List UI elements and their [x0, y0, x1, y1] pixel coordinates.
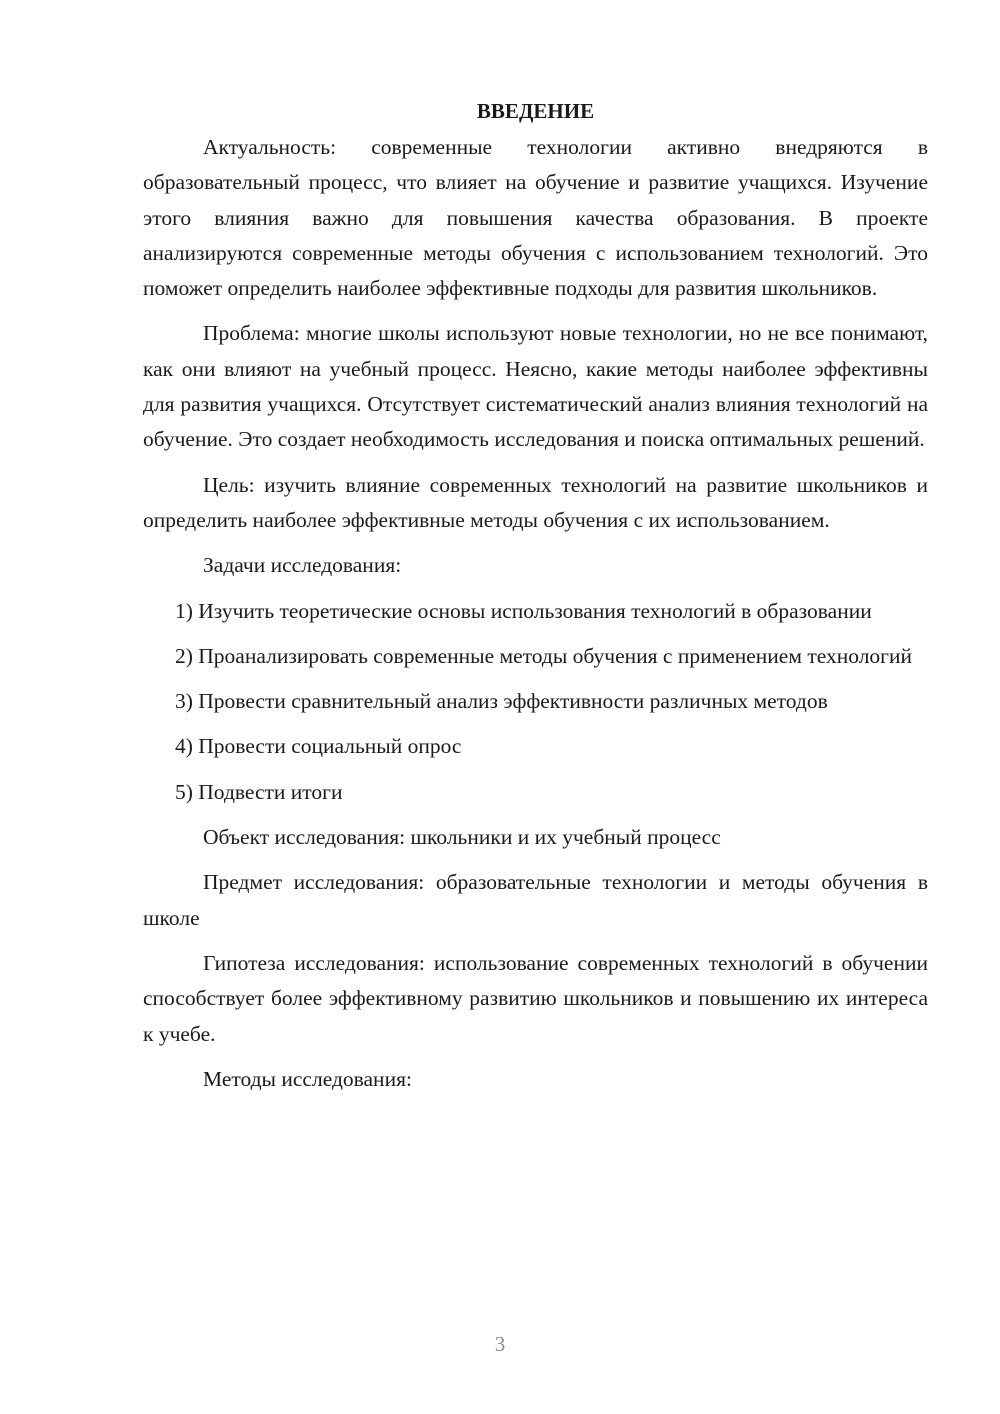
task-item-3: 3) Провести сравнительный анализ эффективности различных методов	[175, 689, 828, 714]
task-item-5: 5) Подвести итоги	[175, 779, 343, 804]
relevance-paragraph: Актуальность: современные технологии активно внедряются в образовательный процесс, что влияет на обучение и развитие учащихся. Изучение этого влияния важно для повышения качества образования. В проекте анализируются современные методы обучения с использованием технологий. Это поможет определить наиболее эффективные подходы для развития школьников.	[143, 135, 928, 301]
methods-heading: Методы исследования:	[203, 1066, 412, 1091]
tasks-heading: Задачи исследования:	[203, 553, 402, 578]
problem-paragraph: Проблема: многие школы используют новые технологии, но не все понимают, как они влияют на учебный процесс. Неясно, какие методы наиболее эффективны для развития учащихся. Отсутствует систематический анализ влияния технологий на обучение. Это создает необходимость исследования и поиска оптимальных решений.	[143, 321, 928, 452]
document-page	[143, 94, 928, 1107]
task-item-4: 4) Провести социальный опрос	[175, 734, 462, 759]
task-item-1: 1) Изучить теоретические основы использования технологий в образовании	[175, 598, 872, 623]
page-title: ВВЕДЕНИЕ	[476, 99, 595, 123]
subject-paragraph: Предмет исследования: образовательные технологии и методы обучения в школе	[143, 870, 928, 930]
page-number: 3	[494, 1332, 506, 1356]
task-item-2: 2) Проанализировать современные методы обучения с применением технологий	[175, 643, 913, 668]
hypothesis-paragraph: Гипотеза исследования: использование современных технологий в обучении способствует более эффективному развитию школьников и повышению их интереса к учебе.	[143, 950, 928, 1046]
object-paragraph: Объект исследования: школьники и их учебный процесс	[203, 825, 721, 850]
goal-paragraph: Цель: изучить влияние современных технологий на развитие школьников и определить наиболее эффективные методы обучения с их использованием.	[143, 472, 928, 532]
